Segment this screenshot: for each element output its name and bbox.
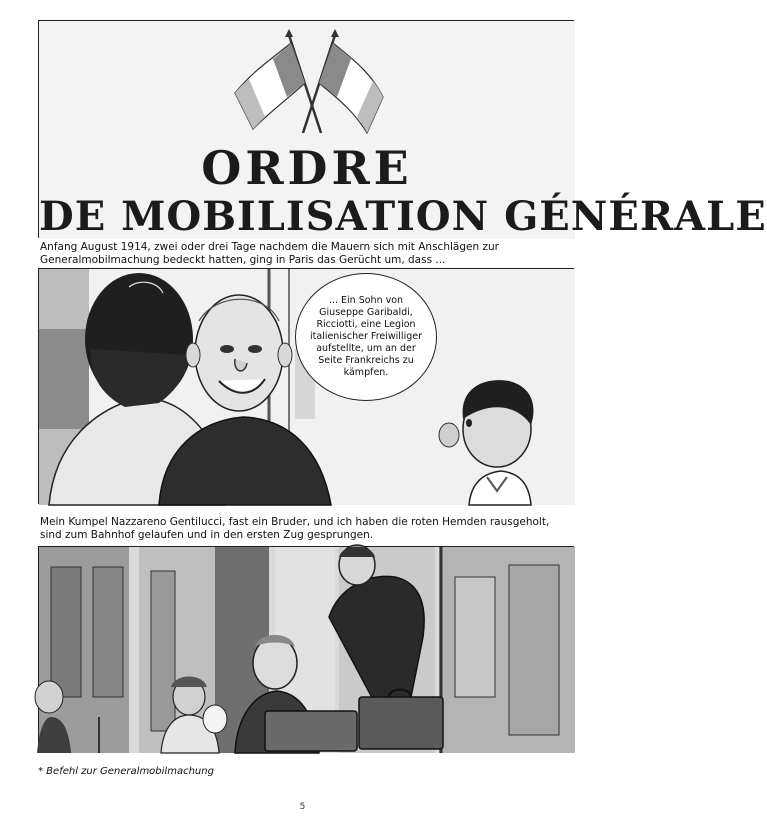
- poster-title-ordre: ORDRE: [201, 141, 413, 195]
- train-boarding-illustration: [39, 547, 575, 753]
- panel-conversation: [38, 268, 574, 504]
- speech-bubble: [295, 273, 437, 401]
- caption-middle: Mein Kumpel Nazzareno Gentilucci, fast ein Bruder, und ich haben die roten Hemden rausgeholt, sind zum Bahnhof gelaufen und in den ersten Zug gesprungen.: [40, 516, 550, 541]
- page-number: 5: [299, 802, 306, 812]
- speech-bubble-text: ... Ein Sohn von Giuseppe Garibaldi, Ricciotti, eine Legion italienischer Freiwilliger aufstellte, um an der Seite Frankreichs zu kämpfen.: [310, 295, 422, 378]
- panel-train-station: [38, 546, 574, 752]
- panel-mobilisation-poster: [38, 20, 767, 240]
- caption-top: Anfang August 1914, zwei oder drei Tage nachdem die Mauern sich mit Anschlägen zur Generalmobilmachung bedeckt hatten, ging in Paris das Gerücht um, dass ...: [40, 241, 499, 266]
- poster-title-mobilisation: DE MOBILISATION GÉNÉRALE: [39, 193, 767, 240]
- footnote: * Befehl zur Generalmobilmachung: [38, 766, 214, 777]
